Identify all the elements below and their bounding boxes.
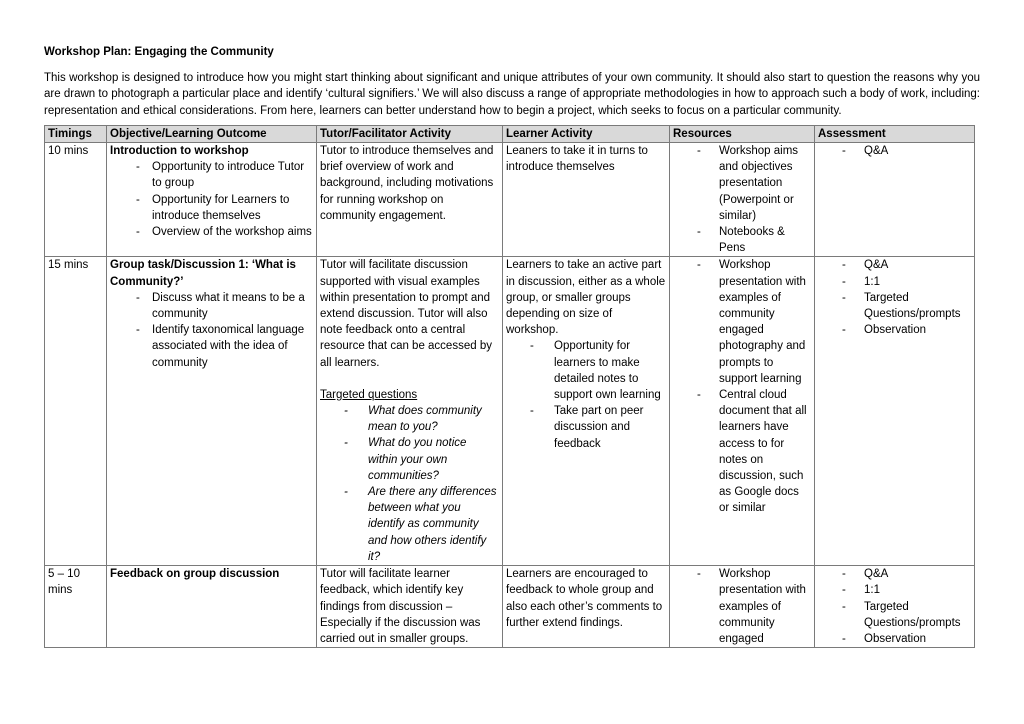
table-header-row bbox=[45, 125, 975, 142]
document bbox=[44, 44, 980, 648]
targeted-question: - Are there any differences between what you identify as community and how others identify it? bbox=[320, 484, 499, 565]
table-row bbox=[45, 257, 975, 566]
resources-list bbox=[673, 566, 811, 647]
learner-activity-cell bbox=[503, 257, 670, 566]
assessment-list bbox=[818, 566, 971, 647]
header-assessment: Assessment bbox=[815, 125, 975, 142]
assessment-item: - Q&A bbox=[818, 257, 971, 273]
learner-activity-cell: Leaners to take it in turns to introduce themselves bbox=[503, 143, 670, 257]
targeted-question: - What do you notice within your own communities? bbox=[320, 435, 499, 484]
assessment-item: - Targeted Questions/prompts bbox=[818, 599, 971, 631]
objective-title: Introduction to workshop bbox=[110, 145, 249, 158]
tutor-activity-cell: Tutor to introduce themselves and brief overview of work and background, including motivations for running workshop on community engagement. bbox=[317, 143, 503, 257]
assessment-cell bbox=[815, 143, 975, 257]
resources-list bbox=[673, 143, 811, 256]
assessment-item: - Observation bbox=[818, 631, 971, 647]
assessment-cell bbox=[815, 566, 975, 648]
objective-item: - Opportunity to introduce Tutor to group bbox=[110, 159, 313, 191]
intro-paragraph: This workshop is designed to introduce how you might start thinking about significant and unique attributes of your own community. It should also start to question the reasons why you are drawn to photograph a particular place and identify ‘cultural signifiers.’ We will also discuss a range of appropriate methodologies in how to approach such a body of work, including: representation and ethical considerations. From here, learners can better understand how to begin a project, which seeks to focus on a particular community. bbox=[44, 72, 980, 117]
targeted-question: - What does community mean to you? bbox=[320, 403, 499, 435]
learner-activity-cell: Learners are encouraged to feedback to whole group and also each other’s comments to further extend findings. bbox=[503, 566, 670, 648]
header-tutor-activity: Tutor/Facilitator Activity bbox=[317, 125, 503, 142]
objective-list bbox=[110, 290, 313, 371]
assessment-item: - 1:1 bbox=[818, 582, 971, 598]
resource-item: - Workshop presentation with examples of community engaged bbox=[673, 566, 811, 647]
resources-list bbox=[673, 257, 811, 516]
resources-cell bbox=[670, 257, 815, 566]
learner-item: - Opportunity for learners to make detailed notes to support own learning bbox=[506, 338, 666, 403]
resource-item: - Workshop aims and objectives presentation (Powerpoint or similar) bbox=[673, 143, 811, 224]
resource-item: - Notebooks & Pens bbox=[673, 224, 811, 256]
tutor-activity-cell bbox=[317, 257, 503, 566]
document-title: Workshop Plan: Engaging the Community bbox=[44, 46, 274, 58]
tutor-activity-cell: Tutor will facilitate learner feedback, which identify key findings from discussion – Especially if the discussion was carried out in smaller groups. bbox=[317, 566, 503, 648]
header-objective: Objective/Learning Outcome bbox=[107, 125, 317, 142]
assessment-item: - Q&A bbox=[818, 566, 971, 582]
tutor-activity-text: Tutor will facilitate discussion supported with visual examples within presentation to prompt and extend discussion. Tutor will also note feedback onto a central resource that can be accessed by all learners. bbox=[320, 259, 492, 369]
learner-activity-list bbox=[506, 338, 666, 451]
header-learner-activity: Learner Activity bbox=[503, 125, 670, 142]
objective-title: Group task/Discussion 1: ‘What is Community?’ bbox=[110, 259, 296, 288]
header-timings: Timings bbox=[45, 125, 107, 142]
assessment-list bbox=[818, 257, 971, 338]
resources-cell bbox=[670, 143, 815, 257]
objective-item: - Overview of the workshop aims bbox=[110, 224, 313, 240]
timing-cell: 15 mins bbox=[45, 257, 107, 566]
workshop-plan-table bbox=[44, 125, 975, 648]
learner-activity-text: Learners to take an active part in discussion, either as a whole group, or smaller groups depending on size of workshop. bbox=[506, 259, 666, 337]
assessment-item: - Q&A bbox=[818, 143, 971, 159]
learner-item: - Take part on peer discussion and feedback bbox=[506, 403, 666, 452]
objective-item: - Discuss what it means to be a community bbox=[110, 290, 313, 322]
assessment-list bbox=[818, 143, 971, 159]
objective-item: - Opportunity for Learners to introduce themselves bbox=[110, 192, 313, 224]
assessment-item: - 1:1 bbox=[818, 274, 971, 290]
objective-cell bbox=[107, 257, 317, 566]
objective-item: - Identify taxonomical language associated with the idea of community bbox=[110, 322, 313, 371]
objective-cell bbox=[107, 566, 317, 648]
resources-cell bbox=[670, 566, 815, 648]
assessment-item: - Observation bbox=[818, 322, 971, 338]
timing-cell: 10 mins bbox=[45, 143, 107, 257]
targeted-questions-list bbox=[320, 403, 499, 565]
assessment-cell bbox=[815, 257, 975, 566]
table-row bbox=[45, 143, 975, 257]
table-row bbox=[45, 566, 975, 648]
timing-cell: 5 – 10 mins bbox=[45, 566, 107, 648]
header-resources: Resources bbox=[670, 125, 815, 142]
resource-item: - Workshop presentation with examples of community engaged photography and prompts to support learning bbox=[673, 257, 811, 387]
objective-cell bbox=[107, 143, 317, 257]
targeted-questions-heading: Targeted questions bbox=[320, 388, 418, 401]
objective-title: Feedback on group discussion bbox=[110, 568, 280, 581]
objective-list bbox=[110, 159, 313, 240]
assessment-item: - Targeted Questions/prompts bbox=[818, 290, 971, 322]
resource-item: - Central cloud document that all learners have access to for notes on discussion, such as Google docs or similar bbox=[673, 387, 811, 517]
